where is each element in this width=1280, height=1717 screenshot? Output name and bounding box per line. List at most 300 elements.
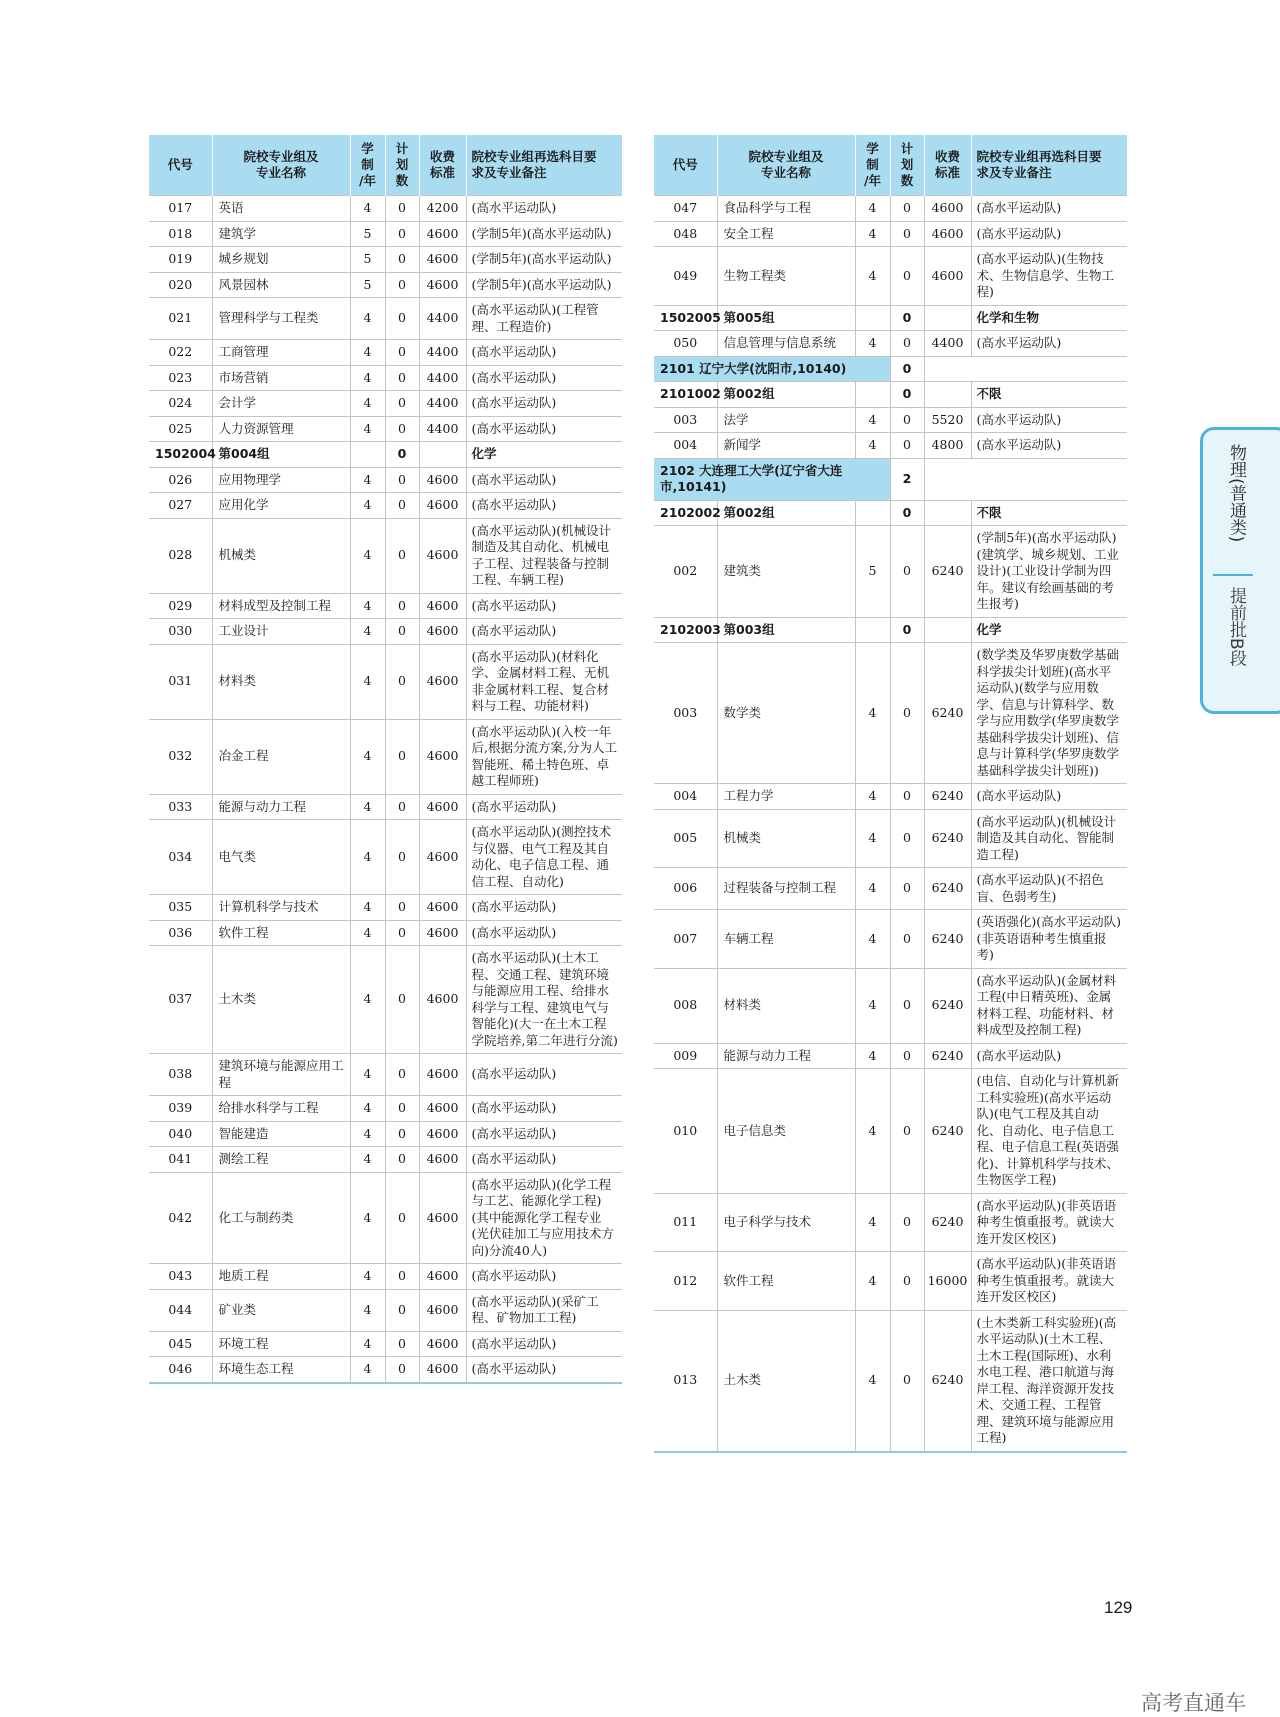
header-code: 代号	[654, 135, 717, 196]
row-name: 材料成型及控制工程	[212, 593, 350, 619]
row-code: 008	[654, 968, 717, 1043]
row-years: 4	[350, 1264, 385, 1290]
row-years: 4	[855, 196, 890, 222]
row-note: 不限	[971, 500, 1127, 526]
row-years: 4	[350, 1331, 385, 1357]
watermark-text: 高考直通车	[1141, 1691, 1246, 1715]
row-years: 4	[350, 794, 385, 820]
major-row	[654, 1252, 1127, 1311]
row-code: 020	[149, 272, 212, 298]
row-note: (高水平运动队)	[466, 493, 622, 519]
row-code: 049	[654, 247, 717, 306]
row-name: 机械类	[717, 809, 855, 868]
row-years: 4	[855, 910, 890, 969]
row-name: 环境生态工程	[212, 1357, 350, 1383]
major-row	[654, 433, 1127, 459]
row-years: 4	[350, 920, 385, 946]
row-years: 4	[855, 221, 890, 247]
row-code: 035	[149, 895, 212, 921]
row-note: (高水平运动队)	[466, 895, 622, 921]
row-name: 机械类	[212, 518, 350, 593]
row-fee: 4600	[419, 493, 466, 519]
major-row	[149, 467, 622, 493]
group-row	[149, 442, 622, 468]
row-plan: 0	[385, 1289, 419, 1331]
row-note: (高水平运动队)	[466, 619, 622, 645]
row-code: 003	[654, 643, 717, 784]
row-note: (学制5年)(高水平运动队)	[466, 272, 622, 298]
row-years	[855, 382, 890, 408]
row-fee: 4600	[419, 644, 466, 719]
row-years: 4	[350, 719, 385, 794]
enrollment-table-left	[149, 135, 622, 1384]
major-row	[149, 1331, 622, 1357]
row-note: (高水平运动队)	[466, 593, 622, 619]
row-plan: 0	[385, 895, 419, 921]
row-years: 4	[855, 331, 890, 357]
row-note: (高水平运动队)	[971, 407, 1127, 433]
row-name: 应用化学	[212, 493, 350, 519]
row-plan: 0	[385, 1147, 419, 1173]
row-plan: 0	[385, 467, 419, 493]
row-plan: 0	[890, 500, 924, 526]
row-years: 4	[350, 946, 385, 1054]
row-code: 002	[654, 526, 717, 618]
row-years: 5	[350, 272, 385, 298]
major-row	[654, 1069, 1127, 1194]
row-plan: 0	[890, 784, 924, 810]
row-note: (电信、自动化与计算机新工科实验班)(高水平运动队)(电气工程及其自动化、自动化、电子信息工程、电子信息工程(英语强化)、计算机科学与技术、生物医学工程)	[971, 1069, 1127, 1194]
page-number: 129	[1104, 1598, 1133, 1617]
major-row	[654, 1193, 1127, 1252]
major-row	[149, 1121, 622, 1147]
row-note: (学制5年)(高水平运动队)(建筑学、城乡规划、工业设计)(工业设计学制为四年。建议有绘画基础的考生报考)	[971, 526, 1127, 618]
row-name: 市场营销	[212, 365, 350, 391]
row-fee: 6240	[924, 526, 971, 618]
row-name: 电气类	[212, 820, 350, 895]
row-fee: 4600	[419, 1096, 466, 1122]
row-years: 4	[855, 968, 890, 1043]
row-name: 材料类	[717, 968, 855, 1043]
row-fee: 6240	[924, 784, 971, 810]
row-name: 车辆工程	[717, 910, 855, 969]
row-name: 土木类	[212, 946, 350, 1054]
row-name: 给排水科学与工程	[212, 1096, 350, 1122]
row-note: (高水平运动队)	[971, 331, 1127, 357]
row-plan: 0	[890, 526, 924, 618]
row-fee: 4600	[924, 247, 971, 306]
header-years: 学 制 /年	[350, 135, 385, 196]
row-plan: 0	[385, 644, 419, 719]
row-years: 4	[350, 196, 385, 222]
row-plan: 0	[385, 442, 419, 468]
row-code: 1502005	[654, 305, 717, 331]
row-years: 4	[350, 1357, 385, 1383]
row-plan: 0	[890, 809, 924, 868]
row-fee	[924, 305, 971, 331]
row-fee: 4600	[419, 920, 466, 946]
major-row	[654, 968, 1127, 1043]
header-name: 院校专业组及 专业名称	[717, 135, 855, 196]
major-row	[654, 407, 1127, 433]
row-code: 019	[149, 247, 212, 273]
row-note: (高水平运动队)	[971, 784, 1127, 810]
row-years: 4	[855, 1193, 890, 1252]
row-plan: 0	[890, 868, 924, 910]
row-note: (高水平运动队)(生物技术、生物信息学、生物工程)	[971, 247, 1127, 306]
university-row	[654, 458, 1127, 500]
university-name: 2101 辽宁大学(沈阳市,10140)	[654, 356, 890, 382]
major-row	[149, 593, 622, 619]
empty-cell	[924, 458, 1127, 500]
major-row	[149, 1054, 622, 1096]
row-note: (高水平运动队)	[466, 1331, 622, 1357]
row-fee: 4600	[419, 1357, 466, 1383]
group-row	[654, 617, 1127, 643]
row-years: 5	[350, 221, 385, 247]
row-years: 4	[855, 247, 890, 306]
row-note: (数学类及华罗庚数学基础科学拔尖计划班)(高水平运动队)(数学与应用数学、信息与计算科学、数学与应用数学(华罗庚数学基础科学拔尖计划班)、信息与计算科学(华罗庚数学基础科学拔尖计划班))	[971, 643, 1127, 784]
row-fee: 6240	[924, 809, 971, 868]
row-plan: 0	[890, 382, 924, 408]
row-fee: 4600	[419, 1121, 466, 1147]
row-note: (高水平运动队)(不招色盲、色弱考生)	[971, 868, 1127, 910]
row-plan: 0	[385, 593, 419, 619]
row-name: 风景园林	[212, 272, 350, 298]
row-fee: 4600	[419, 619, 466, 645]
row-fee: 4400	[419, 365, 466, 391]
row-years	[350, 442, 385, 468]
row-name: 第004组	[212, 442, 350, 468]
row-name: 建筑环境与能源应用工程	[212, 1054, 350, 1096]
row-code: 037	[149, 946, 212, 1054]
row-years: 4	[350, 340, 385, 366]
row-fee: 6240	[924, 1193, 971, 1252]
university-plan: 0	[890, 356, 924, 382]
row-years: 4	[350, 467, 385, 493]
row-years: 5	[855, 526, 890, 618]
row-note: 不限	[971, 382, 1127, 408]
row-note: 化学	[971, 617, 1127, 643]
row-plan: 0	[385, 794, 419, 820]
row-name: 能源与动力工程	[212, 794, 350, 820]
row-name: 食品科学与工程	[717, 196, 855, 222]
row-code: 007	[654, 910, 717, 969]
row-years: 4	[855, 1043, 890, 1069]
row-plan: 0	[385, 247, 419, 273]
row-note: (高水平运动队)(机械设计制造及其自动化、智能制造工程)	[971, 809, 1127, 868]
row-plan: 0	[890, 433, 924, 459]
row-code: 022	[149, 340, 212, 366]
row-plan: 0	[890, 1252, 924, 1311]
row-plan: 0	[385, 1172, 419, 1264]
row-name: 电子信息类	[717, 1069, 855, 1194]
major-row	[654, 910, 1127, 969]
row-years: 4	[350, 1147, 385, 1173]
row-name: 测绘工程	[212, 1147, 350, 1173]
header-name: 院校专业组及 专业名称	[212, 135, 350, 196]
row-fee: 4600	[419, 467, 466, 493]
row-code: 024	[149, 391, 212, 417]
row-code: 013	[654, 1310, 717, 1452]
row-plan: 0	[385, 272, 419, 298]
row-plan: 0	[385, 619, 419, 645]
row-code: 050	[654, 331, 717, 357]
row-note: (学制5年)(高水平运动队)	[466, 247, 622, 273]
row-plan: 0	[385, 1264, 419, 1290]
row-code: 2102002	[654, 500, 717, 526]
major-row	[149, 719, 622, 794]
row-name: 建筑学	[212, 221, 350, 247]
row-years: 4	[350, 493, 385, 519]
row-plan: 0	[890, 331, 924, 357]
row-fee: 6240	[924, 910, 971, 969]
row-years: 4	[350, 416, 385, 442]
row-plan: 0	[385, 416, 419, 442]
row-fee: 6240	[924, 643, 971, 784]
major-row	[149, 946, 622, 1054]
row-fee: 4600	[419, 946, 466, 1054]
row-name: 智能建造	[212, 1121, 350, 1147]
major-row	[149, 340, 622, 366]
row-fee: 4400	[419, 298, 466, 340]
row-code: 043	[149, 1264, 212, 1290]
major-row	[149, 298, 622, 340]
row-name: 法学	[717, 407, 855, 433]
side-tab-divider	[1213, 574, 1253, 576]
row-name: 冶金工程	[212, 719, 350, 794]
row-plan: 0	[385, 298, 419, 340]
row-fee	[924, 617, 971, 643]
row-name: 第005组	[717, 305, 855, 331]
row-plan: 0	[385, 493, 419, 519]
row-name: 管理科学与工程类	[212, 298, 350, 340]
row-name: 能源与动力工程	[717, 1043, 855, 1069]
row-fee: 4400	[419, 416, 466, 442]
major-row	[654, 247, 1127, 306]
row-years: 4	[855, 643, 890, 784]
major-row	[654, 526, 1127, 618]
row-code: 030	[149, 619, 212, 645]
major-row	[654, 1043, 1127, 1069]
header-plan: 计 划 数	[890, 135, 924, 196]
row-fee: 4400	[419, 391, 466, 417]
row-plan: 0	[890, 968, 924, 1043]
row-name: 应用物理学	[212, 467, 350, 493]
row-years: 4	[350, 391, 385, 417]
major-row	[149, 247, 622, 273]
group-row	[654, 305, 1127, 331]
row-years: 4	[350, 644, 385, 719]
row-name: 第002组	[717, 500, 855, 526]
table-header-row	[654, 135, 1127, 196]
row-code: 040	[149, 1121, 212, 1147]
major-row	[654, 221, 1127, 247]
row-plan: 0	[890, 221, 924, 247]
major-row	[654, 784, 1127, 810]
header-years: 学 制 /年	[855, 135, 890, 196]
row-years: 4	[855, 868, 890, 910]
row-years: 4	[350, 619, 385, 645]
group-row	[654, 382, 1127, 408]
row-fee: 4600	[419, 1264, 466, 1290]
row-note: (高水平运动队)(测控技术与仪器、电气工程及其自动化、电子信息工程、通信工程、自动化)	[466, 820, 622, 895]
header-note: 院校专业组再选科目要 求及专业备注	[971, 135, 1127, 196]
row-fee: 4600	[419, 1172, 466, 1264]
major-row	[149, 196, 622, 222]
row-name: 工业设计	[212, 619, 350, 645]
row-name: 数学类	[717, 643, 855, 784]
row-note: (高水平运动队)	[466, 920, 622, 946]
row-note: (高水平运动队)	[466, 1054, 622, 1096]
major-row	[654, 643, 1127, 784]
row-code: 021	[149, 298, 212, 340]
row-note: (高水平运动队)(材料化学、金属材料工程、无机非金属材料工程、复合材料与工程、功能材料)	[466, 644, 622, 719]
row-plan: 0	[890, 643, 924, 784]
row-fee: 4600	[419, 518, 466, 593]
row-note: (高水平运动队)	[971, 1043, 1127, 1069]
row-code: 042	[149, 1172, 212, 1264]
row-years: 4	[350, 1172, 385, 1264]
row-note: (高水平运动队)(采矿工程、矿物加工工程)	[466, 1289, 622, 1331]
row-code: 009	[654, 1043, 717, 1069]
row-years: 4	[350, 593, 385, 619]
row-plan: 0	[385, 1096, 419, 1122]
row-years: 4	[350, 1096, 385, 1122]
row-code: 005	[654, 809, 717, 868]
row-code: 046	[149, 1357, 212, 1383]
row-code: 044	[149, 1289, 212, 1331]
row-note: 化学	[466, 442, 622, 468]
row-years: 4	[350, 518, 385, 593]
header-plan: 计 划 数	[385, 135, 419, 196]
row-code: 1502004	[149, 442, 212, 468]
row-note: (高水平运动队)(机械设计制造及其自动化、机械电子工程、过程装备与控制工程、车辆工程)	[466, 518, 622, 593]
row-plan: 0	[385, 719, 419, 794]
row-note: (高水平运动队)	[466, 467, 622, 493]
row-note: (高水平运动队)(非英语语种考生慎重报考。就读大连开发区校区)	[971, 1252, 1127, 1311]
row-years: 4	[855, 784, 890, 810]
row-code: 011	[654, 1193, 717, 1252]
row-code: 025	[149, 416, 212, 442]
row-years: 4	[855, 1069, 890, 1194]
row-name: 第003组	[717, 617, 855, 643]
empty-cell	[924, 356, 1127, 382]
major-row	[149, 416, 622, 442]
university-plan: 2	[890, 458, 924, 500]
row-name: 第002组	[717, 382, 855, 408]
row-code: 006	[654, 868, 717, 910]
major-row	[149, 1357, 622, 1383]
row-code: 041	[149, 1147, 212, 1173]
row-name: 矿业类	[212, 1289, 350, 1331]
row-years: 4	[350, 820, 385, 895]
row-name: 信息管理与信息系统	[717, 331, 855, 357]
major-row	[149, 1289, 622, 1331]
row-code: 2101002	[654, 382, 717, 408]
row-code: 017	[149, 196, 212, 222]
row-plan: 0	[385, 196, 419, 222]
row-name: 土木类	[717, 1310, 855, 1452]
row-fee: 4600	[419, 247, 466, 273]
row-code: 045	[149, 1331, 212, 1357]
row-fee: 4600	[419, 719, 466, 794]
row-fee: 4400	[924, 331, 971, 357]
major-row	[149, 1172, 622, 1264]
row-code: 003	[654, 407, 717, 433]
row-years: 4	[350, 1054, 385, 1096]
row-fee: 4600	[419, 1331, 466, 1357]
row-code: 010	[654, 1069, 717, 1194]
row-fee: 6240	[924, 1310, 971, 1452]
row-plan: 0	[385, 518, 419, 593]
row-note: (高水平运动队)	[971, 221, 1127, 247]
row-name: 地质工程	[212, 1264, 350, 1290]
row-code: 026	[149, 467, 212, 493]
row-name: 会计学	[212, 391, 350, 417]
row-note: (高水平运动队)	[466, 1357, 622, 1383]
major-row	[149, 1264, 622, 1290]
row-code: 2102003	[654, 617, 717, 643]
row-fee: 4600	[419, 1147, 466, 1173]
row-code: 028	[149, 518, 212, 593]
row-plan: 0	[890, 617, 924, 643]
row-name: 工商管理	[212, 340, 350, 366]
row-years: 5	[350, 247, 385, 273]
row-name: 工程力学	[717, 784, 855, 810]
row-years: 4	[855, 809, 890, 868]
row-name: 软件工程	[212, 920, 350, 946]
row-years: 4	[855, 407, 890, 433]
row-code: 034	[149, 820, 212, 895]
row-plan: 0	[890, 196, 924, 222]
row-plan: 0	[385, 820, 419, 895]
major-row	[149, 221, 622, 247]
row-code: 047	[654, 196, 717, 222]
row-fee: 5520	[924, 407, 971, 433]
row-fee: 4600	[419, 794, 466, 820]
row-fee	[419, 442, 466, 468]
row-note: (高水平运动队)	[466, 416, 622, 442]
row-fee: 4800	[924, 433, 971, 459]
row-plan: 0	[385, 340, 419, 366]
row-plan: 0	[890, 1310, 924, 1452]
header-fee: 收费 标准	[419, 135, 466, 196]
row-code: 039	[149, 1096, 212, 1122]
row-fee: 4400	[419, 340, 466, 366]
row-fee: 4600	[419, 895, 466, 921]
major-row	[149, 1147, 622, 1173]
row-fee: 6240	[924, 1043, 971, 1069]
row-plan: 0	[890, 247, 924, 306]
major-row	[149, 391, 622, 417]
row-fee: 6240	[924, 868, 971, 910]
row-note: (学制5年)(高水平运动队)	[466, 221, 622, 247]
header-code: 代号	[149, 135, 212, 196]
row-name: 过程装备与控制工程	[717, 868, 855, 910]
row-name: 生物工程类	[717, 247, 855, 306]
row-plan: 0	[385, 920, 419, 946]
major-row	[149, 644, 622, 719]
row-note: (高水平运动队)	[466, 365, 622, 391]
row-plan: 0	[385, 1357, 419, 1383]
row-years: 4	[855, 433, 890, 459]
row-code: 032	[149, 719, 212, 794]
major-row	[149, 1096, 622, 1122]
row-note: (高水平运动队)	[971, 433, 1127, 459]
row-code: 033	[149, 794, 212, 820]
row-name: 城乡规划	[212, 247, 350, 273]
